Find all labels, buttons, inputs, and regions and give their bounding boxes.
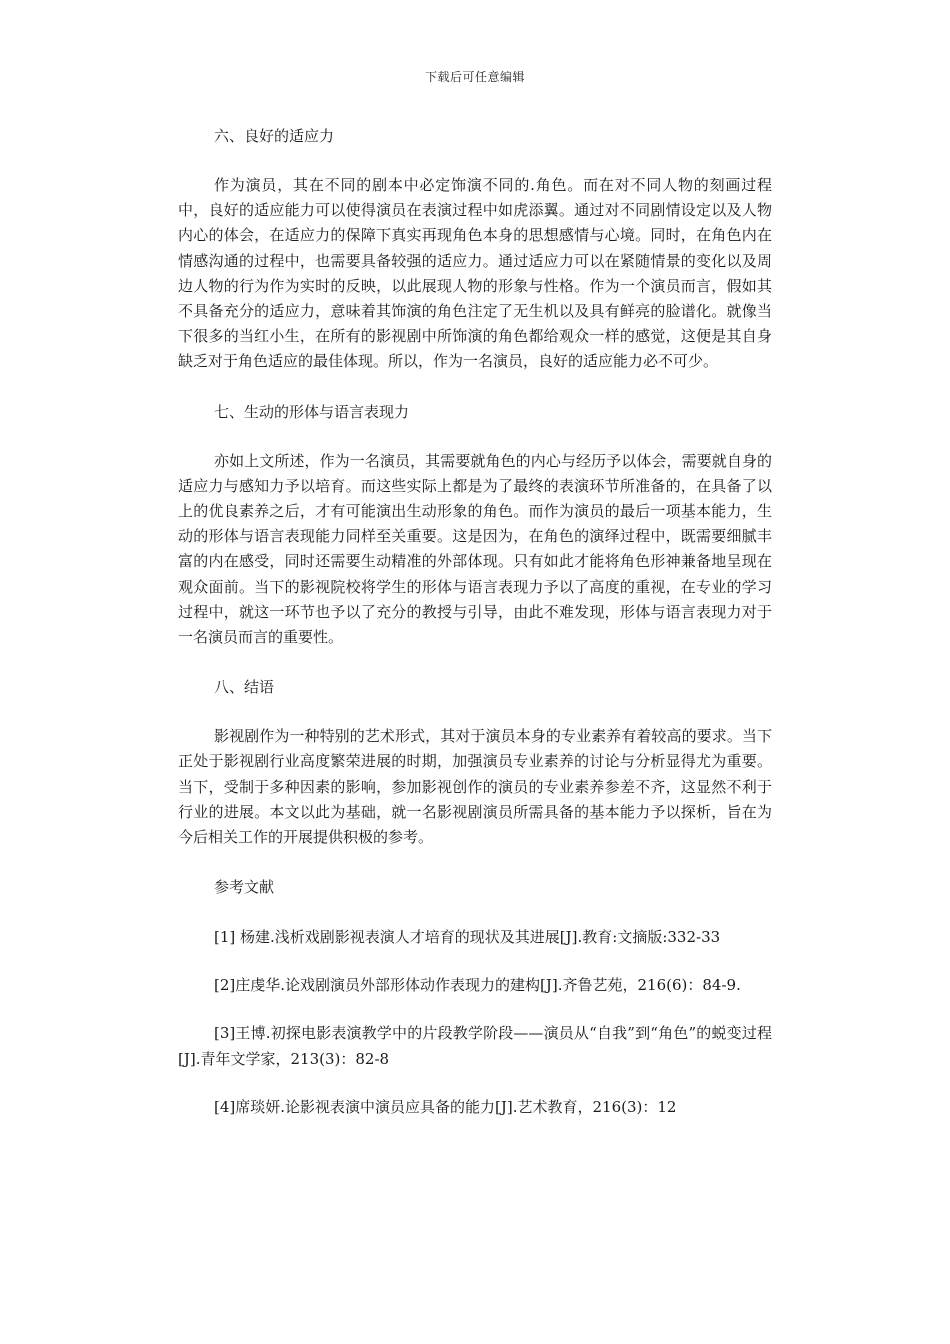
section-heading-expression: 七、生动的形体与语言表现力 [214,402,410,421]
references-heading: 参考文献 [214,878,275,897]
section-paragraph-expression: 亦如上文所述，作为一名演员，其需要就角色的内心与经历予以体会，需要就自身的适应力与感知力予以培育。而这些实际上都是为了最终的表演环节所准备的，在具备了以上的优良素养之后，才有可能演出生动形象的角色。而作为演员的最后一项基本能力，生动的形体与语言表现能力同样至关重要。这是因为，在角色的演绎过程中，既需要细腻丰富的内在感受，同时还需要生动精准的外部体现。只有如此才能将角色形神兼备地呈现在观众面前。当下的影视院校将学生的形体与语言表现力予以了高度的重视，在专业的学习过程中，就这一环节也予以了充分的教授与引导，由此不难发现，形体与语言表现力对于一名演员而言的重要性。 [178,451,772,647]
document-body [178,122,772,1142]
section-heading-adaptability: 六、良好的适应力 [214,127,335,145]
section-paragraph-adaptability: 作为演员，其在不同的剧本中必定饰演不同的.角色。而在对不同人物的刻画过程中，良好的适应能力可以使得演员在表演过程中如虎添翼。通过对不同剧情设定以及人物内心的体会，在适应力的保障下真实再现角色本身的思想感情与心境。同时，在角色内在情感沟通的过程中，也需要具备较强的适应力。通过适应力可以在紧随情景的变化以及周边人物的行为作为实时的反映，以此展现人物的形象与性格。作为一个演员而言，假如其不具备充分的适应力，意味着其饰演的角色注定了无生机以及具有鲜亮的脸谱化。就像当下很多的当红小生，在所有的影视剧中所饰演的角色都给观众一样的感觉，这便是其自身缺乏对于角色适应的最佳体现。所以，作为一名演员，良好的适应能力必不可少。 [178,176,772,371]
section-heading-conclusion: 八、结语 [214,678,275,697]
reference-item-1: [1] 杨建.浅析戏剧影视表演人才培育的现状及其进展[J].教育:文摘版:332-33 [214,928,721,947]
section-paragraph-conclusion: 影视剧作为一种特别的艺术形式，其对于演员本身的专业素养有着较高的要求。当下正处于影视剧行业高度繁荣进展的时期，加强演员专业素养的讨论与分析显得尤为重要。当下，受制于多种因素的影响，参加影视创作的演员的专业素养参差不齐，这显然不利于行业的进展。本文以此为基础，就一名影视剧演员所需具备的基本能力予以探析，旨在为今后相关工作的开展提供积极的参考。 [178,727,772,847]
page-header: 下载后可任意编辑 [424,70,525,84]
reference-item-2: [2]庄虔华.论戏剧演员外部形体动作表现力的建构[J].齐鲁艺苑，216(6)：84-9. [214,976,741,995]
reference-item-3: [3]王博.初探电影表演教学中的片段教学阶段——演员从“自我”到“角色”的蜕变过程[J].青年文学家，213(3)：82-8 [178,1024,772,1069]
reference-item-4: [4]席琰妍.论影视表演中演员应具备的能力[J].艺术教育，216(3)：12 [214,1098,677,1117]
